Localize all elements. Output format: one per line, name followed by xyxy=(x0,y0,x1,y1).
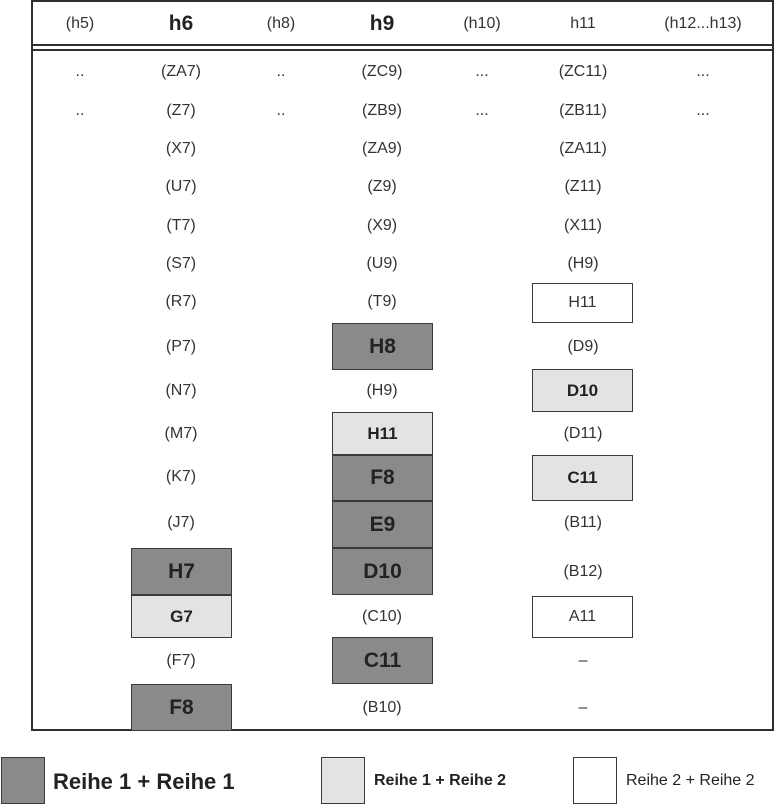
legend-label-white: Reihe 2 + Reihe 2 xyxy=(626,772,755,789)
h11-box-light: C11 xyxy=(532,455,633,501)
h6-cell: (Z7) xyxy=(166,102,196,119)
h11-cell: (D9) xyxy=(567,338,599,355)
h10-cell: ... xyxy=(475,63,489,80)
h11-cell: (ZB11) xyxy=(559,102,607,119)
h11-box-white: A11 xyxy=(532,596,633,638)
h9-box-dark: D10 xyxy=(332,548,433,595)
h6-cell: (M7) xyxy=(164,425,198,442)
h12-cell: ... xyxy=(696,102,710,119)
h6-cell: (ZA7) xyxy=(161,63,201,80)
h11-cell: – xyxy=(578,652,588,669)
h6-cell: (X7) xyxy=(165,140,197,157)
legend-label-light: Reihe 1 + Reihe 2 xyxy=(374,772,507,789)
h9-cell: (H9) xyxy=(366,382,398,399)
h9-box-dark: E9 xyxy=(332,501,433,548)
h12-cell: ... xyxy=(696,63,710,80)
h11-cell: (D11) xyxy=(563,425,603,442)
h6-cell: (K7) xyxy=(165,468,197,485)
h6-box-light: G7 xyxy=(131,595,232,638)
h11-cell: (X11) xyxy=(564,217,602,234)
header-rule-bottom xyxy=(31,49,774,51)
h11-cell: (B12) xyxy=(563,563,603,580)
legend-swatch-white xyxy=(573,757,617,804)
h9-box-light: H11 xyxy=(332,412,433,455)
legend-label-dark: Reihe 1 + Reihe 1 xyxy=(53,769,235,794)
h6-cell: (U7) xyxy=(165,178,197,195)
header-h10: (h10) xyxy=(463,15,501,32)
header-h5: (h5) xyxy=(65,15,95,32)
h6-cell: (T7) xyxy=(166,217,196,234)
h9-cell: (ZA9) xyxy=(362,140,402,157)
h5-cell: .. xyxy=(75,102,85,119)
h6-box-dark: F8 xyxy=(131,684,232,731)
h6-cell: (S7) xyxy=(165,255,197,272)
h11-box-light: D10 xyxy=(532,369,633,412)
h9-cell: (U9) xyxy=(366,255,398,272)
header-h12-h13: (h12...h13) xyxy=(664,15,742,32)
h11-cell: (ZC11) xyxy=(558,63,608,80)
h11-cell: – xyxy=(578,699,588,716)
h8-cell: .. xyxy=(276,63,286,80)
h11-cell: (Z11) xyxy=(564,178,602,195)
h9-cell: (C10) xyxy=(361,608,403,625)
legend-swatch-dark xyxy=(1,757,45,804)
h9-cell: (T9) xyxy=(367,293,397,310)
h6-cell: (N7) xyxy=(165,382,197,399)
h9-box-dark: F8 xyxy=(332,455,433,501)
h6-box-dark: H7 xyxy=(131,548,232,595)
h9-cell: (ZC9) xyxy=(361,63,403,80)
h9-cell: (X9) xyxy=(366,217,398,234)
h9-cell: (B10) xyxy=(362,699,402,716)
h10-cell: ... xyxy=(475,102,489,119)
h9-cell: (Z9) xyxy=(367,178,397,195)
h6-cell: (J7) xyxy=(167,514,195,531)
h6-cell: (R7) xyxy=(165,293,197,310)
h5-cell: .. xyxy=(75,63,85,80)
h11-cell: (B11) xyxy=(564,514,602,531)
h6-cell: (F7) xyxy=(166,652,196,669)
header-h9: h9 xyxy=(369,12,395,35)
header-h11: h11 xyxy=(570,15,596,32)
h6-cell: (P7) xyxy=(165,338,197,355)
h11-cell: (ZA11) xyxy=(559,140,607,157)
header-rule-top xyxy=(31,44,774,46)
h9-box-dark: H8 xyxy=(332,323,433,370)
h11-cell: (H9) xyxy=(567,255,599,272)
h8-cell: .. xyxy=(276,102,286,119)
h11-box-white: H11 xyxy=(532,283,633,323)
h9-cell: (ZB9) xyxy=(362,102,402,119)
legend-swatch-light xyxy=(321,757,365,804)
h9-box-dark: C11 xyxy=(332,637,433,684)
header-h8: (h8) xyxy=(266,15,296,32)
header-h6: h6 xyxy=(168,12,194,35)
